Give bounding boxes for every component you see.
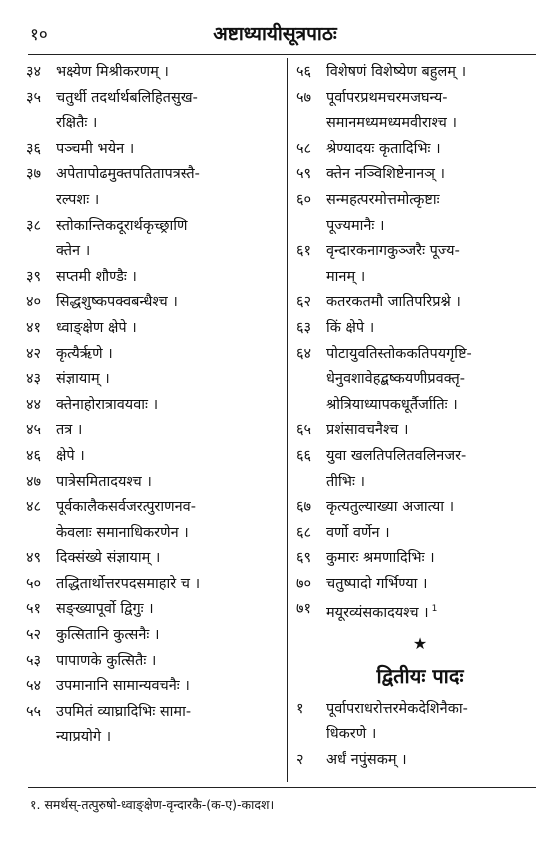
sutra-text: [56, 700, 281, 751]
page-title: अष्टाध्यायीसूत्रपाठः: [213, 23, 337, 45]
sutra-line-text: कुमारः श्रमणादिभिः ।: [326, 550, 435, 567]
sutra-number: ५७: [296, 89, 312, 106]
sutra-line: [56, 290, 281, 316]
sutra-line-text: संज्ञायाम् ।: [56, 371, 110, 388]
sutra-line-text: सन्महत्परमोत्तमोत्कृष्टाः: [326, 191, 440, 208]
sutra-number: ६२: [296, 294, 312, 311]
page-number: १०: [30, 25, 48, 45]
sutra-entry: [296, 60, 544, 86]
sutra-line: [326, 597, 544, 626]
sutra-line: [326, 418, 544, 444]
sutra-line: [56, 265, 281, 291]
sutra-entry: [296, 748, 544, 774]
sutra-line: [326, 316, 544, 342]
sutra-line: [326, 214, 544, 240]
sutra-number: ६५: [296, 422, 312, 439]
sutra-line-text: मयूरव्यंसकादयश्च ।: [326, 605, 429, 622]
sutra-text: [56, 316, 281, 342]
sutra-entry: [26, 700, 281, 751]
sutra-line-text: कृत्यैर्ऋणे ।: [56, 345, 113, 362]
sutra-number: ५६: [296, 64, 312, 80]
sutra-line-text: अपेतापोढमुक्तपतितापत्रस्तै-: [56, 166, 200, 183]
sutra-line: [326, 722, 544, 748]
sutra-line: [56, 521, 281, 547]
sutra-number: ६३: [296, 319, 312, 336]
sutra-line: [56, 367, 281, 393]
sutra-line-text: सङ्ख्यापूर्वो द्विगुः ।: [56, 601, 154, 618]
sutra-text: [56, 137, 281, 163]
sutra-line: [326, 572, 544, 598]
sutra-line-text: विशेषणं विशेष्येण बहुलम् ।: [326, 64, 467, 80]
sutra-line-text: कृत्यतुल्याख्या अजात्या ।: [326, 499, 455, 516]
sutra-line-text: पञ्चमी भयेन ।: [56, 140, 135, 157]
sutra-line: [326, 239, 544, 265]
sutra-entry: [296, 521, 544, 547]
column-divider: [287, 58, 288, 782]
sutra-text: [326, 495, 544, 521]
left-column: [26, 60, 281, 751]
sutra-entry: [26, 265, 281, 291]
sutra-entry: [26, 162, 281, 213]
sutra-line-text: केवलाः समानाधिकरणेन ।: [56, 524, 189, 541]
sutra-entry: [296, 546, 544, 572]
sutra-number: ३६: [26, 140, 42, 157]
sutra-text: [56, 60, 281, 86]
sutra-text: [56, 649, 281, 675]
sutra-number: ५८: [296, 140, 312, 157]
sutra-text: [326, 290, 544, 316]
sutra-line: [56, 649, 281, 675]
sutra-line: [326, 697, 544, 723]
sutra-text: [326, 521, 544, 547]
sutra-line-text: कुत्सितानि कुत्सनैः ।: [56, 627, 160, 644]
sutra-text: [326, 86, 544, 137]
sutra-line-text: पात्रेसमितादयश्च ।: [56, 473, 152, 490]
sutra-entry: [26, 649, 281, 675]
sutra-entry: [296, 597, 544, 626]
sutra-text: [326, 162, 544, 188]
sutra-line-text: श्रेण्यादयः कृतादिभिः ।: [326, 140, 441, 157]
sutra-line-text: कतरकतमौ जातिपरिप्रश्ने ।: [326, 294, 461, 311]
sutra-line: [56, 470, 281, 496]
sutra-entry: [296, 162, 544, 188]
sutra-line: [56, 546, 281, 572]
sutra-entry: [26, 418, 281, 444]
sutra-line-text: क्तेनाहोरात्रावयवाः ।: [56, 396, 159, 413]
sutra-text: [56, 367, 281, 393]
section-heading: द्वितीयः पादः: [376, 663, 464, 688]
sutra-text: [56, 546, 281, 572]
sutra-line: [56, 725, 281, 751]
sutra-number: ५९: [296, 166, 312, 183]
sutra-number: ६७: [296, 499, 312, 516]
sutra-line-text: तद्धितार्थोत्तरपदसमाहारे च ।: [56, 575, 201, 592]
sutra-entry: [26, 86, 281, 137]
footnote: १. समर्थस्-तत्पुरुषो-ध्वाङ्क्षेण-वृन्दारकै-(क-ए)-कादश।: [30, 797, 275, 812]
sutra-number: ४४: [26, 396, 42, 413]
sutra-line-text: किं क्षेपे ।: [326, 319, 375, 336]
sutra-line: [56, 316, 281, 342]
sutra-number: ६९: [296, 550, 312, 567]
sutra-line-text: चतुर्थी तदर्थार्थबलिहितसुख-: [56, 89, 198, 106]
sutra-line: [56, 393, 281, 419]
sutra-line: [326, 162, 544, 188]
sutra-number: ३४: [26, 64, 42, 80]
sutra-entry: [26, 623, 281, 649]
sutra-line: [56, 418, 281, 444]
sutra-line-text: भक्ष्येण मिश्रीकरणम् ।: [56, 64, 169, 80]
sutra-line-text: समानमध्यमध्यमवीराश्च ।: [326, 115, 457, 132]
sutra-line: [56, 137, 281, 163]
sutra-line: [56, 623, 281, 649]
sutra-text: [56, 265, 281, 291]
sutra-text: [326, 597, 544, 626]
sutra-line-text: वर्णो वर्णेन ।: [326, 524, 390, 541]
sutra-number: ४३: [26, 371, 42, 388]
sutra-entry: [26, 546, 281, 572]
sutra-number: ५५: [26, 703, 42, 720]
sutra-entry: [296, 290, 544, 316]
sutra-number: ३७: [26, 166, 42, 183]
sutra-number: ४५: [26, 422, 42, 439]
sutra-line-text: मानम् ।: [326, 268, 366, 285]
sutra-number: ३५: [26, 89, 42, 106]
sutra-number: ६८: [296, 524, 312, 541]
sutra-number: ६६: [296, 447, 312, 464]
sutra-line: [56, 162, 281, 188]
sutra-number: ३९: [26, 268, 42, 285]
sutra-line-text: श्रोत्रियाध्यापकधूर्तैर्जातिः ।: [326, 396, 458, 413]
sutra-text: [326, 239, 544, 290]
sutra-text: [326, 60, 544, 86]
sutra-number: ४८: [26, 499, 42, 516]
sutra-line: [56, 342, 281, 368]
sutra-line: [326, 290, 544, 316]
sutra-line-text: प्रशंसावचनैश्च ।: [326, 422, 409, 439]
sutra-line-text: पूर्वकालैकसर्वजरत्पुराणनव-: [56, 499, 196, 516]
sutra-text: [56, 623, 281, 649]
sutra-text: [326, 137, 544, 163]
sutra-line: [56, 572, 281, 598]
sutra-number: ५२: [26, 627, 42, 644]
sutra-entry: [26, 470, 281, 496]
sutra-text: [56, 290, 281, 316]
sutra-line-text: पोटायुवतिस्तोककतिपयगृष्टि-: [326, 345, 472, 362]
sutra-line: [326, 444, 544, 470]
sutra-text: [56, 393, 281, 419]
sutra-entry: [26, 137, 281, 163]
sutra-text: [326, 418, 544, 444]
sutra-text: [56, 572, 281, 598]
sutra-entry: [26, 290, 281, 316]
sutra-line: [326, 60, 544, 86]
section-entries: [296, 697, 544, 774]
sutra-number: ५१: [26, 601, 42, 618]
sutra-entry: [26, 597, 281, 623]
sutra-line: [56, 188, 281, 214]
sutra-number: ४१: [26, 319, 42, 336]
sutra-line: [56, 86, 281, 112]
sutra-line: [326, 495, 544, 521]
sutra-line: [56, 60, 281, 86]
sutra-text: [56, 597, 281, 623]
sutra-line-text: रक्षितैः ।: [56, 115, 98, 132]
sutra-line: [326, 137, 544, 163]
sutra-entry: [296, 137, 544, 163]
sutra-line-text: सप्तमी शौण्डैः ।: [56, 268, 137, 285]
sutra-line-text: दिक्संख्ये संज्ञायाम् ।: [56, 550, 161, 567]
sutra-entry: [26, 444, 281, 470]
sutra-text: [326, 188, 544, 239]
sutra-entry: [26, 342, 281, 368]
sutra-text: [56, 495, 281, 546]
sutra-entry: [296, 697, 544, 748]
sutra-entry: [26, 214, 281, 265]
sutra-line: [326, 393, 544, 419]
header-rule: [28, 54, 536, 55]
sutra-text: [326, 697, 544, 748]
sutra-line-text: चतुष्पादो गर्भिण्या ।: [326, 575, 428, 592]
sutra-line-text: उपमानानि सामान्यवचनैः ।: [56, 678, 190, 695]
sutra-text: [326, 444, 544, 495]
sutra-number: ४७: [26, 473, 42, 490]
sutra-entry: [26, 316, 281, 342]
sutra-line-text: पापाणके कुत्सितैः ।: [56, 652, 157, 669]
sutra-line-text: पूर्वापराधरोत्तरमेकदेशिनैका-: [326, 700, 468, 717]
sutra-line-text: रल्पशः ।: [56, 191, 100, 208]
sutra-line-text: धेनुवशावेहद्बष्कयणीप्रवक्तृ-: [326, 371, 466, 388]
sutra-line-text: सिद्धशुष्कपक्वबन्धैश्च ।: [56, 294, 178, 311]
sutra-line: [56, 700, 281, 726]
sutra-entry: [26, 674, 281, 700]
sutra-line: [326, 470, 544, 496]
sutra-line: [326, 367, 544, 393]
sutra-number: ५४: [26, 678, 42, 695]
sutra-text: [56, 674, 281, 700]
sutra-number: ४६: [26, 447, 42, 464]
sutra-entry: [296, 342, 544, 419]
sutra-line: [56, 214, 281, 240]
footnote-mark: 1: [431, 604, 438, 615]
sutra-line-text: तत्र ।: [56, 422, 83, 439]
sutra-number: ६०: [296, 191, 312, 208]
sutra-entry: [26, 367, 281, 393]
sutra-line: [326, 521, 544, 547]
sutra-text: [326, 546, 544, 572]
sutra-number: ४०: [26, 294, 42, 311]
sutra-text: [326, 316, 544, 342]
sutra-number: ६४: [296, 345, 312, 362]
sutra-line: [56, 495, 281, 521]
sutra-text: [56, 162, 281, 213]
sutra-line: [56, 444, 281, 470]
sutra-entry: [26, 60, 281, 86]
sutra-line-text: क्षेपे ।: [56, 447, 85, 464]
sutra-text: [56, 342, 281, 368]
sutra-entry: [26, 572, 281, 598]
footer-rule: [28, 787, 536, 788]
sutra-line: [56, 674, 281, 700]
sutra-entry: [296, 86, 544, 137]
sutra-line: [326, 546, 544, 572]
sutra-line: [326, 748, 544, 774]
sutra-entry: [296, 495, 544, 521]
sutra-line: [56, 239, 281, 265]
star-ornament: ★: [412, 633, 428, 653]
sutra-entry: [26, 495, 281, 546]
sutra-line: [326, 265, 544, 291]
sutra-line-text: पूज्यमानैः ।: [326, 217, 385, 234]
sutra-line-text: क्तेन नञ्विशिष्टेनानञ् ।: [326, 166, 446, 183]
sutra-text: [56, 86, 281, 137]
sutra-number: ५०: [26, 575, 42, 592]
sutra-number: २: [296, 752, 304, 769]
sutra-number: ६१: [296, 243, 312, 260]
sutra-entry: [296, 572, 544, 598]
sutra-line-text: उपमितं व्याघ्रादिभिः सामा-: [56, 703, 192, 720]
sutra-entry: [296, 444, 544, 495]
sutra-text: [326, 342, 544, 419]
sutra-entry: [296, 188, 544, 239]
sutra-text: [56, 214, 281, 265]
sutra-line-text: पूर्वापरप्रथमचरमजघन्य-: [326, 89, 448, 106]
sutra-line: [326, 188, 544, 214]
sutra-line-text: तीभिः ।: [326, 473, 366, 490]
sutra-line-text: वृन्दारकनागकुञ्जरैः पूज्य-: [326, 243, 460, 260]
sutra-line: [326, 111, 544, 137]
sutra-number: ३८: [26, 217, 42, 234]
sutra-line-text: युवा खलतिपलितवलिनजर-: [326, 447, 467, 464]
sutra-line: [56, 111, 281, 137]
sutra-entry: [296, 239, 544, 290]
sutra-text: [56, 444, 281, 470]
sutra-line-text: क्तेन ।: [56, 243, 91, 260]
sutra-line-text: स्तोकान्तिकदूरार्थकृच्छ्राणि: [56, 217, 188, 234]
sutra-line-text: ध्वाङ्क्षेण क्षेपे ।: [56, 319, 137, 336]
sutra-number: ४२: [26, 345, 42, 362]
sutra-line-text: न्याप्रयोगे ।: [56, 729, 112, 746]
sutra-text: [326, 572, 544, 598]
sutra-number: ४९: [26, 550, 42, 567]
sutra-number: ७०: [296, 575, 312, 592]
sutra-number: ५३: [26, 652, 42, 669]
right-column: [296, 60, 544, 774]
sutra-line: [56, 597, 281, 623]
sutra-line: [326, 86, 544, 112]
sutra-number: ७१: [296, 601, 312, 618]
sutra-line-text: धिकरणे ।: [326, 726, 377, 743]
sutra-line-text: अर्धं नपुंसकम् ।: [326, 752, 407, 769]
sutra-entry: [296, 316, 544, 342]
sutra-entry: [26, 393, 281, 419]
sutra-number: १: [296, 700, 304, 717]
right-entries: [296, 60, 544, 627]
sutra-line: [326, 342, 544, 368]
sutra-text: [56, 470, 281, 496]
sutra-entry: [296, 418, 544, 444]
sutra-text: [56, 418, 281, 444]
sutra-text: [326, 748, 544, 774]
